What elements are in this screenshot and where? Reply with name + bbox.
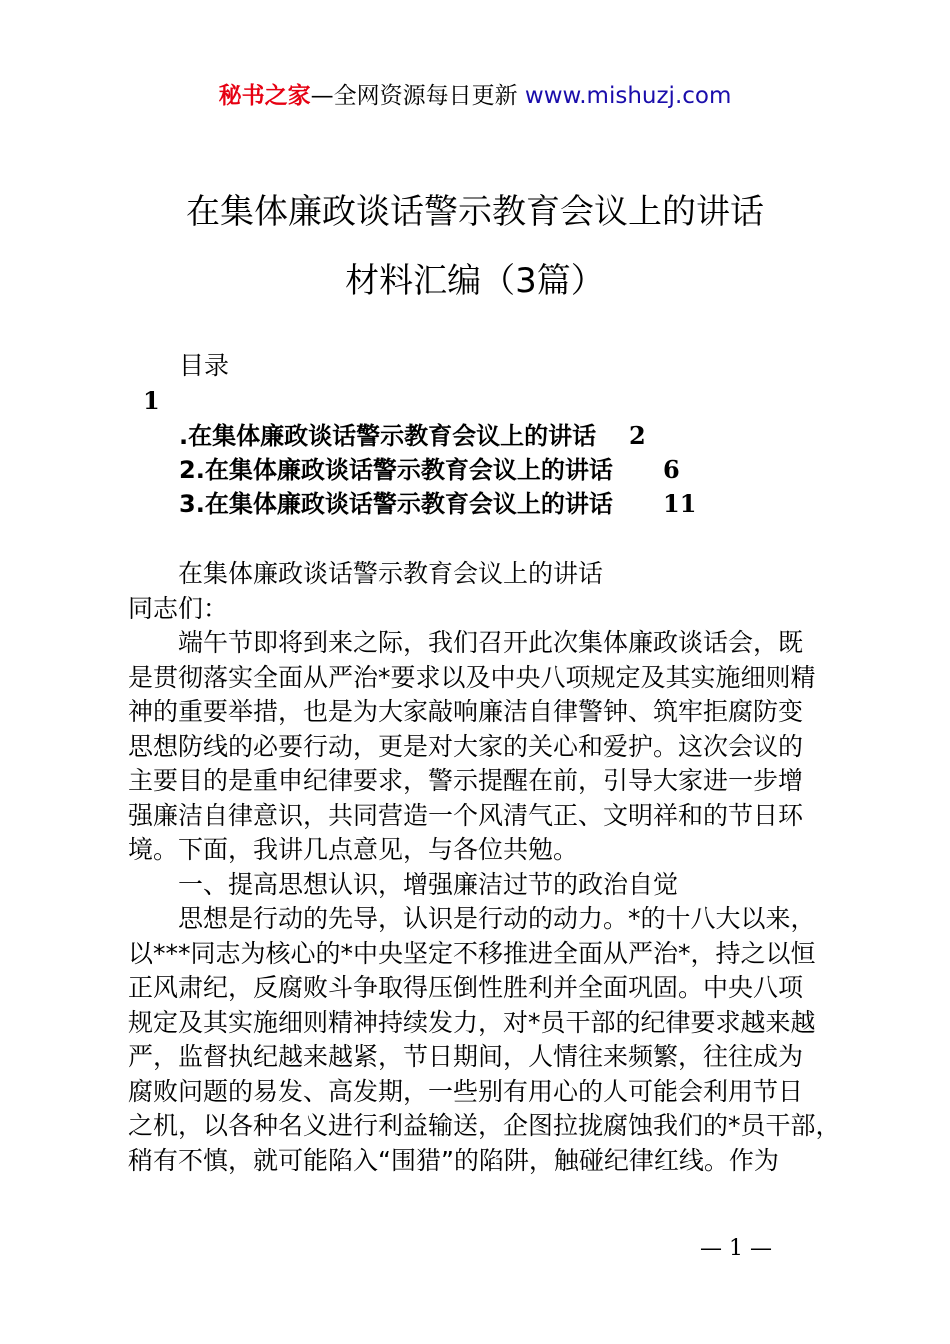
paragraph-line: 神的重要举措，也是为大家敲响廉洁自律警钟、筑牢拒腐防变 [128,697,804,726]
document-body [128,557,840,1178]
brand-name: 秘书之家 [218,83,311,109]
paragraph-line: 规定及其实施细则精神持续发力，对*员干部的纪律要求越来越 [128,1007,816,1037]
paragraph-line: 稍有不慎，就可能陷入“围猎”的陷阱，触碰纪律红线。作为 [128,1145,779,1175]
page-number: — 1 — [700,1236,772,1261]
header-tagline: —全网资源每日更新 [310,83,525,109]
toc-item-page: 6 [663,455,680,484]
paragraph-line: 强廉洁自律意识，共同营造一个风清气正、文明祥和的节日环 [128,800,804,830]
site-url-link[interactable]: www.mishuzj.com [524,83,732,109]
toc-item-2[interactable] [179,453,680,487]
toc-item-page: 2 [629,421,646,450]
paragraph-line: 严，监督执纪越来越紧，节日期间，人情往来频繁，往往成为 [128,1042,804,1071]
document-title-line2: 材料汇编（3篇） [345,261,605,301]
toc-item-text: 2.在集体廉政谈话警示教育会议上的讲话 [179,456,613,484]
paragraph-line: 思想防线的必要行动，更是对大家的关心和爱护。这次会议的 [128,731,804,761]
paragraph-line: 境。下面，我讲几点意见，与各位共勉。 [128,835,579,864]
paragraph-line: 正风肃纪，反腐败斗争取得压倒性胜利并全面巩固。中央八项 [128,973,804,1002]
toc-item-page: 11 [663,489,697,518]
paragraph-line: 端午节即将到来之际，我们召开此次集体廉政谈话会，既 [178,628,804,657]
toc-item-text: 3.在集体廉政谈话警示教育会议上的讲话 [179,490,613,518]
section-heading: 一、提高思想认识，增强廉洁过节的政治自觉 [178,869,679,899]
paragraph-line: 是贯彻落实全面从严治*要求以及中央八项规定及其实施细则精 [128,662,816,692]
toc-item-1[interactable] [179,419,646,453]
toc-item-3[interactable] [179,487,697,521]
section-title: 在集体廉政谈话警示教育会议上的讲话 [178,559,604,588]
paragraph-line: 思想是行动的先导，认识是行动的动力。*的十八大以来， [178,904,816,933]
document-title-line1: 在集体廉政谈话警示教育会议上的讲话 [186,192,764,232]
paragraph-line: 之机，以各种名义进行利益输送，企图拉拢腐蚀我们的*员干部， [128,1111,841,1140]
toc-item-text: .在集体廉政谈话警示教育会议上的讲话 [179,422,597,450]
salutation: 同志们： [128,593,229,623]
toc-item-1-number: 1 [143,386,160,415]
toc-heading: 目录 [179,351,230,380]
paragraph-line: 腐败问题的易发、高发期，一些别有用心的人可能会利用节日 [128,1076,804,1106]
site-header [0,80,950,112]
paragraph-line: 以***同志为核心的*中央坚定不移推进全面从严治*，持之以恒 [128,938,816,968]
paragraph-line: 主要目的是重申纪律要求，警示提醒在前，引导大家进一步增 [128,766,804,795]
